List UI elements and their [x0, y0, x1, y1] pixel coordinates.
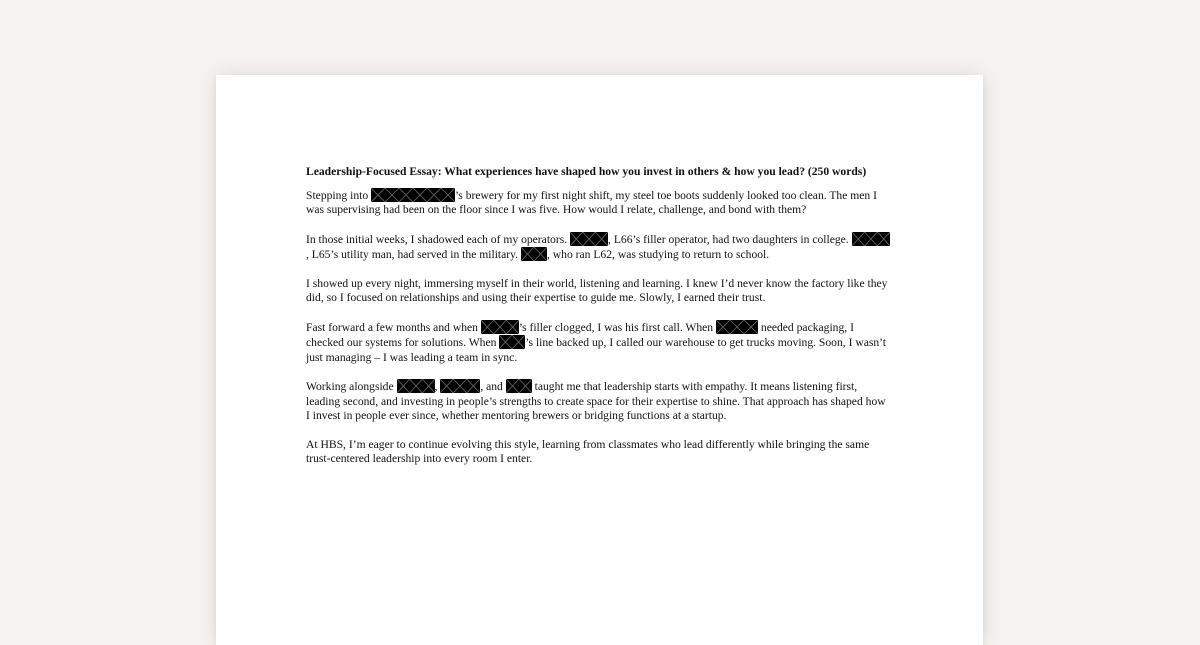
paragraph-text: , L66’s filler operator, had two daughters in college. [608, 232, 852, 246]
redaction-block [481, 320, 519, 334]
paragraph-text: Working alongside [306, 380, 397, 393]
redaction-block [852, 232, 890, 246]
essay-paragraph [306, 232, 892, 263]
redaction-block [570, 232, 608, 246]
essay-content [306, 165, 892, 481]
redaction-block [521, 247, 547, 261]
paragraph-text: needed packaging, I checked our systems for solutions. When [306, 320, 854, 349]
redaction-block [506, 379, 532, 393]
paragraph-text: Fast forward a few months and when [306, 320, 481, 334]
paragraph-text: At HBS, I’m eager to continue evolving this style, learning from classmates who lead differently while bringing the same trust-centered leadership into every room I enter. [306, 437, 870, 465]
essay-paragraph [306, 188, 892, 218]
paragraph-text: I showed up every night, immersing myself in their world, listening and learning. I knew I’d never know the factory like they did, so I focused on relationships and using their expertise to guide me. Slowly, I earned their trust. [306, 276, 888, 304]
essay-paragraph [306, 438, 892, 467]
paragraph-text: taught me that leadership starts with empathy. It means listening first, leading second, and investing in people’s strengths to create space for their expertise to shine. That approach has shaped how I invest in people ever since, whether mentoring brewers or bridging functions at a startup. [306, 380, 886, 422]
redaction-block [397, 379, 435, 393]
paragraph-text: ’s filler clogged, I was his first call. When [518, 320, 716, 334]
paragraph-text: , [434, 380, 441, 393]
paragraph-text: Stepping into [306, 188, 372, 202]
paragraph-text: , and [480, 380, 506, 393]
redaction-block [371, 188, 455, 202]
essay-paragraph [306, 277, 892, 306]
paragraph-text: In those initial weeks, I shadowed each of my operators. [306, 232, 571, 246]
paragraph-text: , L65’s utility man, had served in the military. [306, 248, 521, 261]
paragraph-text: ’s brewery for my first night shift, my steel toe boots suddenly looked too clean. The men I was supervising had been on the floor since I was five. How would I relate, challenge, and bond with them? [306, 188, 877, 216]
document-page [216, 75, 983, 645]
essay-paragraph [306, 379, 892, 424]
essay-paragraph [306, 320, 892, 366]
paragraph-text: , who ran L62, was studying to return to school. [546, 248, 770, 261]
redaction-block [499, 335, 525, 349]
redaction-block [716, 320, 758, 334]
essay-title: Leadership-Focused Essay: What experiences have shaped how you invest in others & how you lead? (250 words) [306, 165, 867, 178]
paragraph-text: ’s line backed up, I called our warehouse to get trucks moving. Soon, I wasn’t just managing – I was leading a team in sync. [306, 336, 887, 364]
redaction-block [440, 379, 480, 393]
